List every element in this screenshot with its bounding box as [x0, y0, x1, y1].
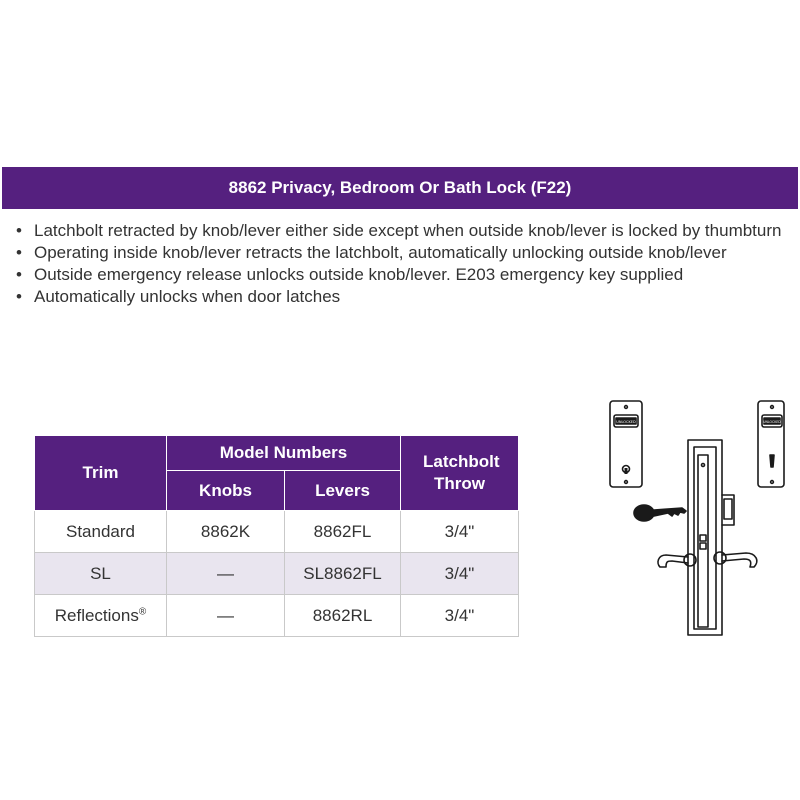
outside-escutcheon — [610, 401, 642, 487]
cell-levers: 8862RL — [285, 595, 401, 637]
table-row — [35, 511, 519, 553]
model-numbers-table — [34, 435, 519, 637]
cell-throw: 3/4" — [401, 595, 519, 637]
feature-item — [16, 286, 796, 308]
cell-knobs: — — [167, 595, 285, 637]
feature-text: Operating inside knob/lever retracts the latchbolt, automatically unlocking outside knob/lever — [34, 243, 727, 262]
header-trim: Trim — [35, 436, 167, 511]
cell-trim — [35, 595, 167, 637]
lock-diagram — [600, 395, 785, 645]
header-latchbolt-throw: Latchbolt Throw — [401, 436, 519, 511]
title-bar — [2, 167, 798, 209]
cell-knobs: 8862K — [167, 511, 285, 553]
bullet-icon: • — [16, 243, 22, 262]
feature-list — [16, 220, 796, 308]
emergency-key-icon — [634, 505, 686, 521]
cell-knobs: — — [167, 553, 285, 595]
cell-levers: 8862FL — [285, 511, 401, 553]
feature-item — [16, 264, 796, 286]
bullet-icon: • — [16, 287, 22, 306]
header-levers: Levers — [285, 471, 401, 511]
feature-item — [16, 220, 796, 242]
cell-levers: SL8862FL — [285, 553, 401, 595]
indicator-text: UNLOCKED — [616, 420, 636, 424]
feature-text: Latchbolt retracted by knob/lever either side except when outside knob/lever is locked by thumbturn — [34, 221, 782, 240]
feature-text: Outside emergency release unlocks outside knob/lever. E203 emergency key supplied — [34, 265, 684, 284]
feature-item — [16, 242, 796, 264]
cell-throw: 3/4" — [401, 511, 519, 553]
cell-trim: Standard — [35, 511, 167, 553]
cell-trim: SL — [35, 553, 167, 595]
bullet-icon: • — [16, 265, 22, 284]
header-model-numbers: Model Numbers — [167, 436, 401, 471]
page-title: 8862 Privacy, Bedroom Or Bath Lock (F22) — [228, 178, 572, 197]
feature-text: Automatically unlocks when door latches — [34, 287, 341, 306]
bullet-icon: • — [16, 221, 22, 240]
table-row — [35, 595, 519, 637]
registered-mark: ® — [138, 605, 147, 617]
trim-name: Reflections — [54, 605, 139, 625]
outside-lever — [658, 554, 696, 567]
table-row — [35, 553, 519, 595]
header-knobs: Knobs — [167, 471, 285, 511]
indicator-text: UNLOCKED — [763, 420, 781, 424]
mortise-lock-body — [688, 440, 734, 635]
inside-lever — [714, 552, 757, 567]
inside-escutcheon — [758, 401, 784, 487]
cell-throw: 3/4" — [401, 553, 519, 595]
